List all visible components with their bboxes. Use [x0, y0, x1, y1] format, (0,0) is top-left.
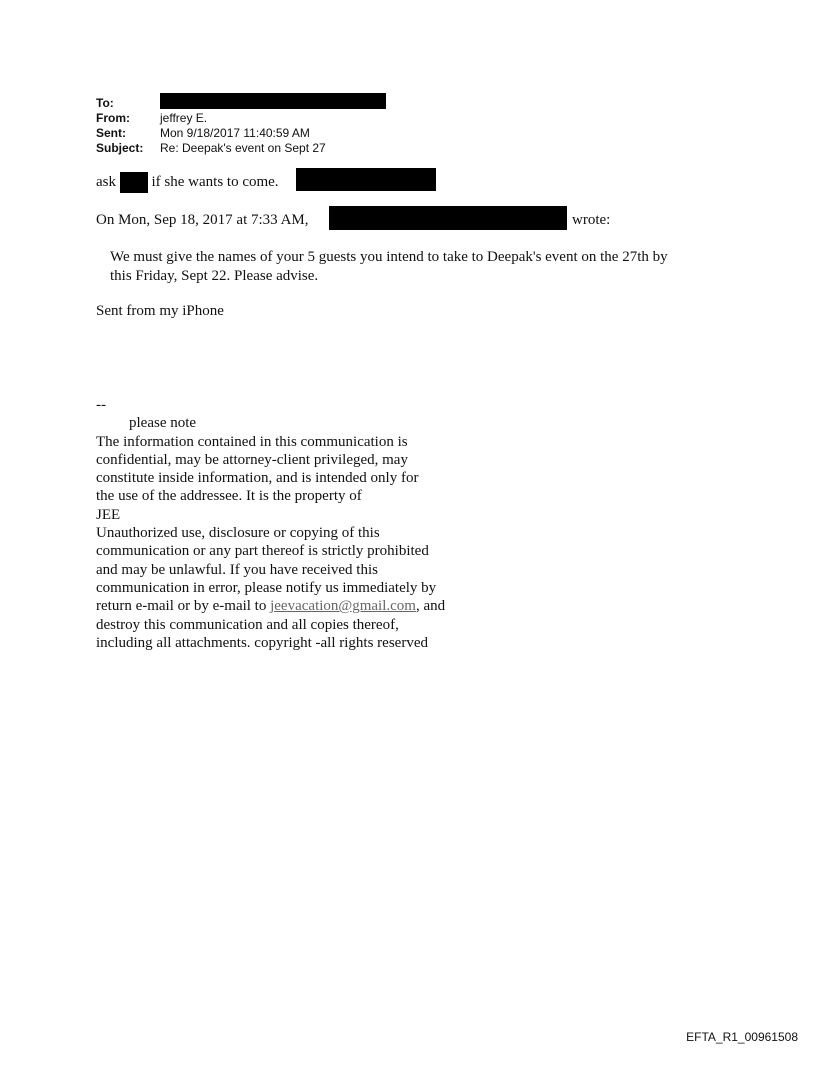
on-line	[96, 212, 309, 229]
wrote-text: wrote:	[572, 212, 611, 228]
from-value: jeffrey E.	[160, 111, 208, 125]
email-link[interactable]: jeevacation@gmail.com	[270, 598, 416, 615]
redaction-ask	[296, 168, 436, 191]
dashes: --	[96, 397, 106, 413]
return-suffix: , and	[415, 598, 446, 615]
subject-label: Subject:	[96, 141, 144, 155]
disclaimer-line	[96, 597, 445, 615]
quote-line: We must give the names of your 5 guests you intend to take to Deepak's event on the 27th by	[110, 249, 668, 265]
redaction-name	[120, 172, 148, 193]
sent-row	[96, 126, 326, 141]
to-label: To:	[96, 96, 114, 110]
ask-prefix: ask	[96, 174, 116, 190]
from-label: From:	[96, 111, 130, 125]
return-prefix: return e-mail or by e-mail to	[96, 598, 271, 615]
disclaimer-line: and may be unlawful. If you have received this	[96, 561, 378, 578]
subject-value: Re: Deepak's event on Sept 27	[160, 141, 326, 155]
bates-number: EFTA_R1_00961508	[686, 1030, 798, 1044]
disclaimer-line: constitute inside information, and is intended only for	[96, 470, 419, 487]
redaction-to	[160, 93, 386, 109]
from-row	[96, 111, 326, 126]
redaction-sender	[329, 206, 567, 230]
disclaimer-line: JEE	[96, 506, 121, 523]
signature: Sent from my iPhone	[96, 303, 224, 319]
disclaimer-line: destroy this communication and all copies thereof,	[96, 616, 399, 633]
on-prefix: On Mon, Sep 18, 2017 at 7:33 AM,	[96, 212, 309, 228]
disclaimer-line: Unauthorized use, disclosure or copying of this	[96, 525, 380, 542]
quote-line: this Friday, Sept 22. Please advise.	[110, 268, 319, 284]
disclaimer-line: including all attachments. copyright -all rights reserved	[96, 634, 428, 651]
disclaimer-line: communication or any part thereof is strictly prohibited	[96, 543, 429, 560]
please-note: please note	[129, 415, 197, 432]
ask-suffix: if she wants to come.	[151, 174, 279, 190]
subject-row	[96, 141, 326, 156]
disclaimer-line: communication in error, please notify us immediately by	[96, 579, 437, 596]
disclaimer	[96, 396, 445, 652]
quoted-message	[110, 248, 720, 286]
sent-label: Sent:	[96, 126, 126, 140]
disclaimer-line: confidential, may be attorney-client privileged, may	[96, 451, 408, 468]
disclaimer-line: the use of the addressee. It is the property of	[96, 488, 362, 505]
disclaimer-line: The information contained in this communication is	[96, 433, 408, 450]
sent-value: Mon 9/18/2017 11:40:59 AM	[160, 126, 310, 140]
